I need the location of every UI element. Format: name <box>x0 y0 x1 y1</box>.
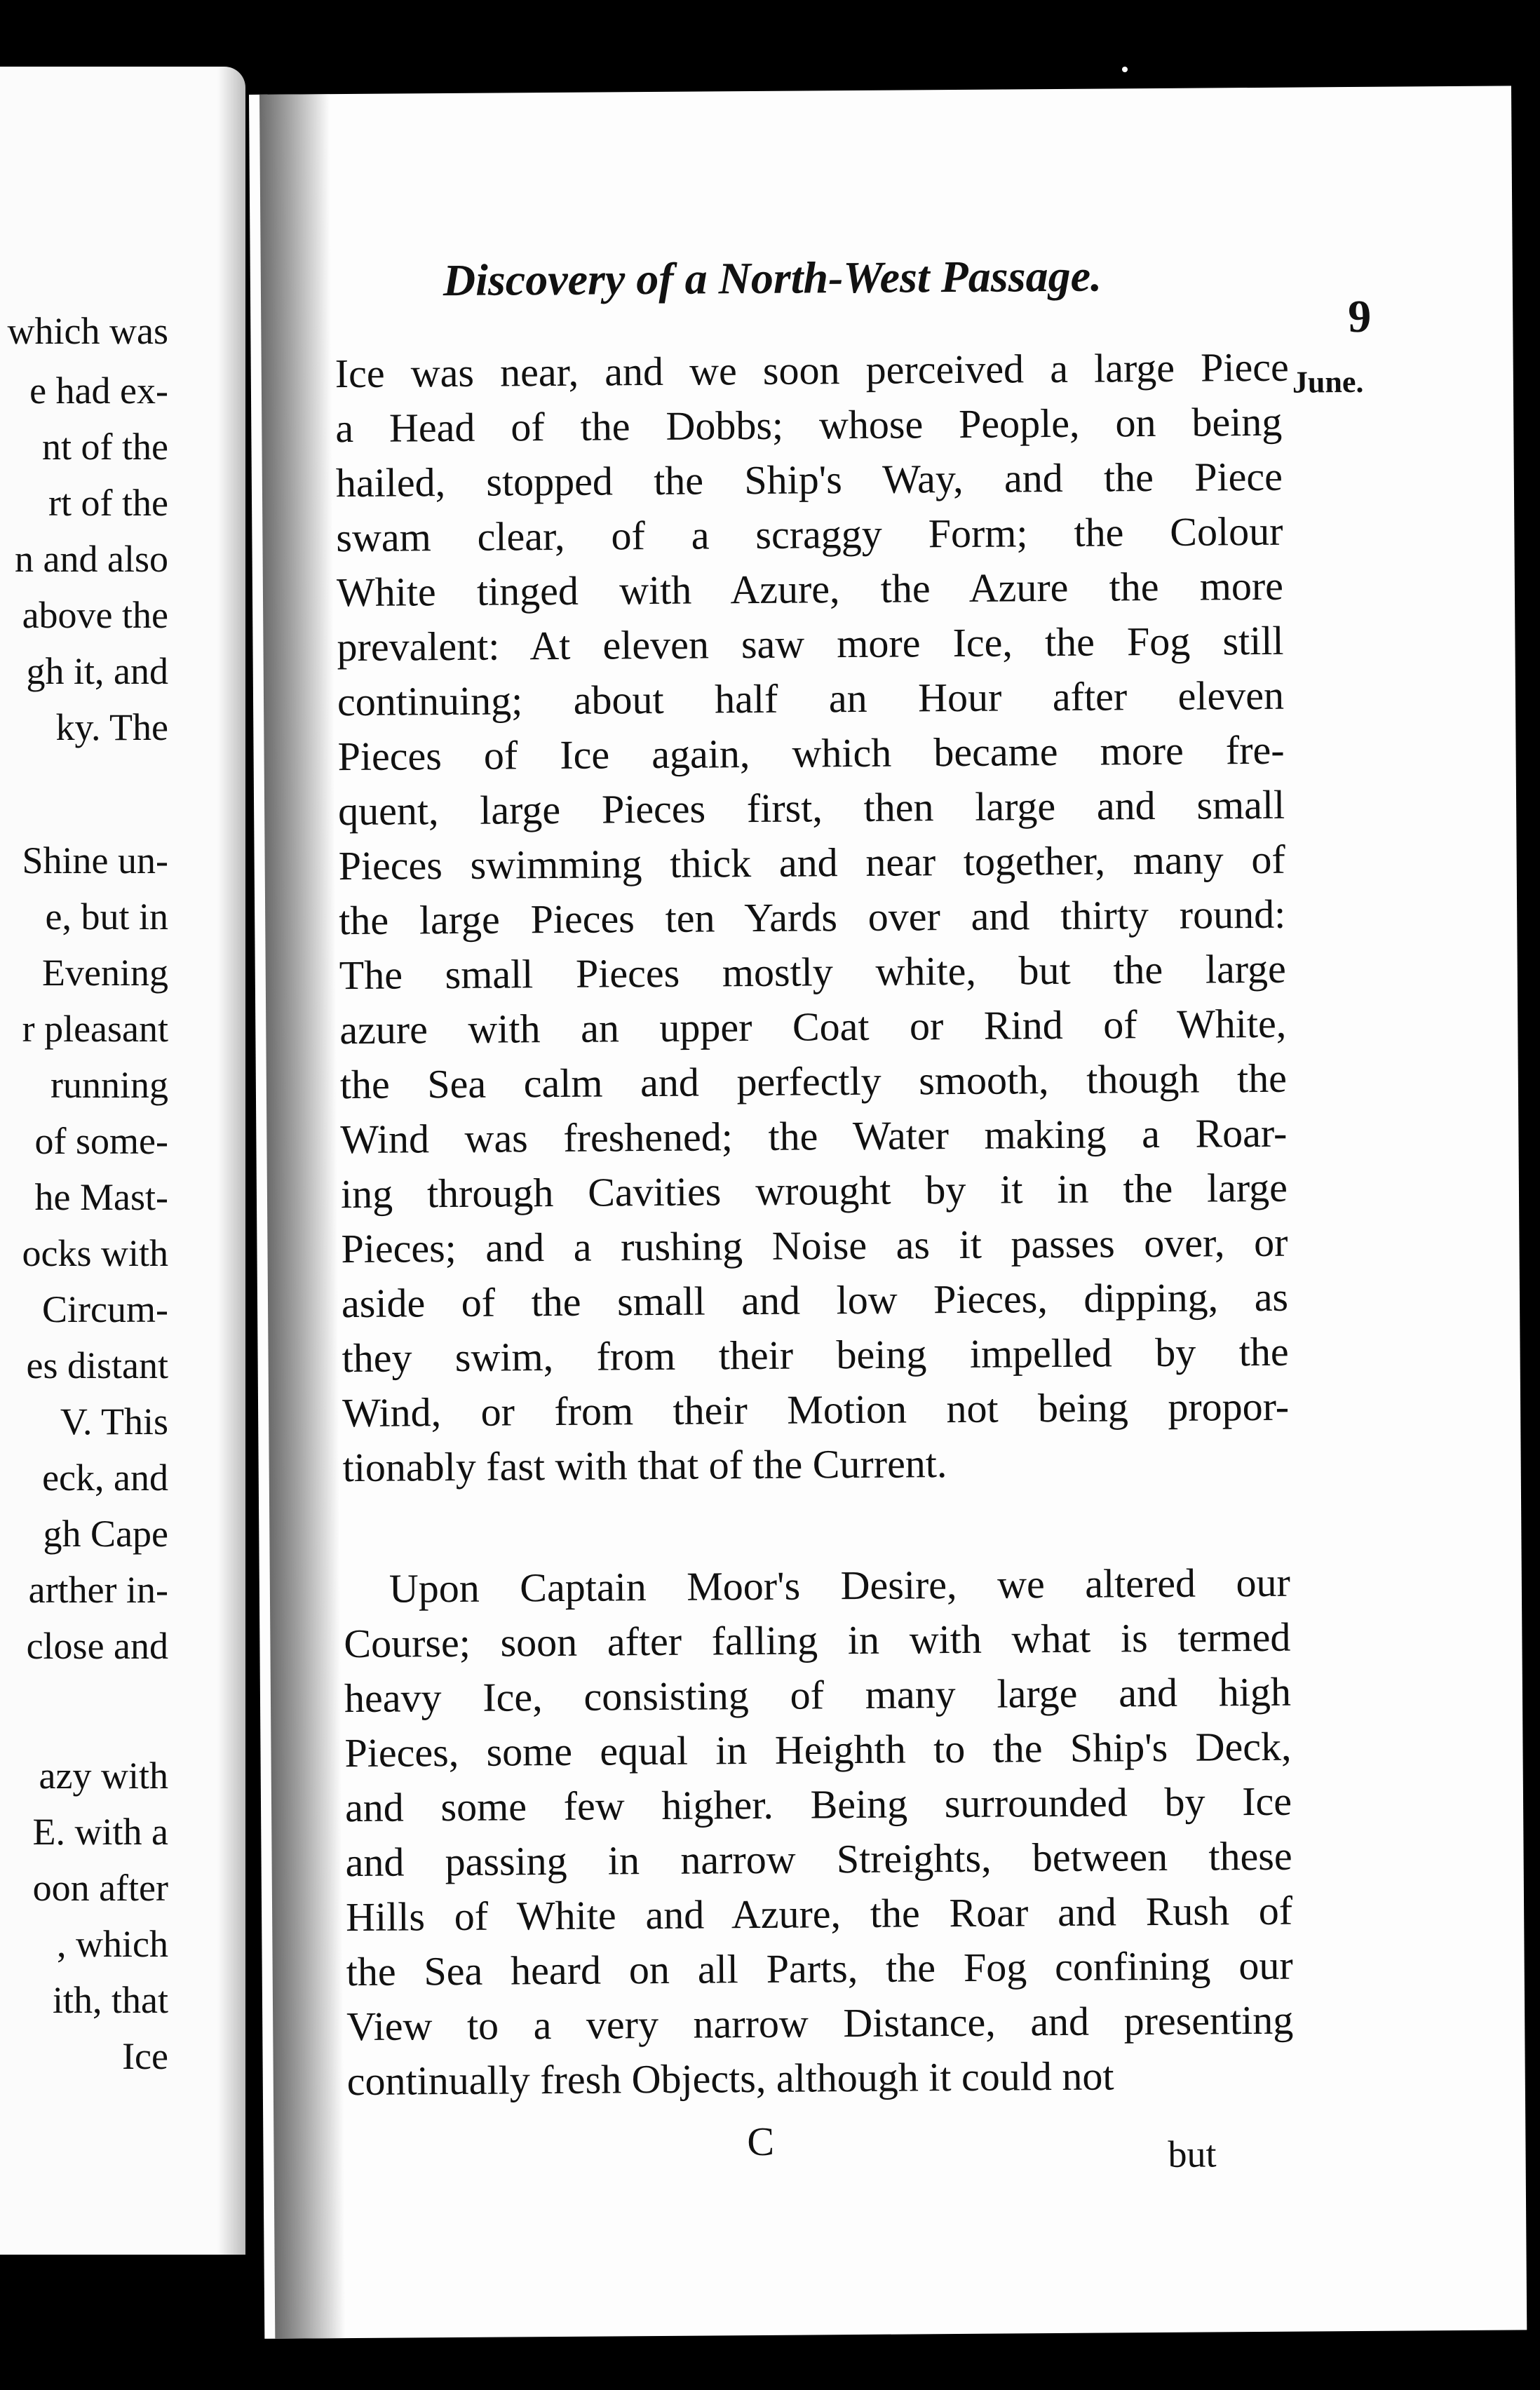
body-line: Course; soon after falling in with what is termed <box>344 1614 1291 1667</box>
left-page-line: close and <box>26 1625 168 1667</box>
left-page-line: above the <box>22 594 168 636</box>
page-number: 9 <box>1347 290 1372 343</box>
body-line: heavy Ice, consisting of many large and high <box>344 1668 1292 1722</box>
left-page-line: r pleasant <box>22 1008 168 1050</box>
left-page-line: Evening <box>42 952 168 994</box>
body-line: and some few higher. Being surrounded by Ice <box>344 1778 1292 1831</box>
body-line: tionably fast with that of the Current. <box>342 1440 947 1491</box>
left-page-line: azy with <box>39 1755 168 1797</box>
right-page <box>249 86 1527 2338</box>
left-page-line: eck, and <box>42 1457 168 1499</box>
left-page-line: Ice <box>122 2035 168 2077</box>
left-page-line: Shine un- <box>22 839 168 882</box>
body-line: Ice was near, and we soon perceived a large Piece <box>335 344 1289 397</box>
body-line: View to a very narrow Distance, and presenting <box>346 1997 1294 2050</box>
left-page-line: Circum- <box>42 1288 168 1330</box>
body-line: Pieces of Ice again, which became more fre- <box>337 727 1285 780</box>
body-line: the Sea heard on all Parts, the Fog confining our <box>346 1942 1293 1995</box>
left-page-line: of some- <box>34 1120 168 1162</box>
left-page-line: E. with a <box>32 1811 168 1853</box>
dust-speck <box>1122 67 1128 72</box>
signature-mark: C <box>747 2118 775 2165</box>
left-page-line: , which <box>57 1923 168 1965</box>
left-page-line: V. This <box>60 1400 168 1443</box>
left-page-line: rt of the <box>48 482 168 524</box>
body-line: Upon Captain Moor's Desire, we altered our <box>389 1559 1291 1612</box>
left-page-line: ky. The <box>55 706 168 748</box>
left-page-line: ith, that <box>53 1979 168 2021</box>
left-page-line: gh it, and <box>26 650 168 692</box>
catchword: but <box>1168 2133 1217 2175</box>
body-line: ing through Cavities wrought by it in the large <box>340 1164 1288 1217</box>
left-page-line: gh Cape <box>43 1513 168 1555</box>
left-page-line: ocks with <box>22 1232 168 1274</box>
body-line: White tinged with Azure, the Azure the more <box>336 562 1284 616</box>
body-line: Pieces swimming thick and near together, many of <box>338 836 1285 889</box>
body-line: quent, large Pieces first, then large and small <box>337 781 1285 835</box>
left-page-line: oon after <box>32 1867 168 1909</box>
body-line: Wind, or from their Motion not being propor- <box>342 1383 1290 1436</box>
margin-note-date: June. <box>1292 364 1364 400</box>
body-line: continually fresh Objects, although it could not <box>346 2053 1114 2105</box>
left-page-line: e, but in <box>45 896 168 938</box>
body-line: The small Pieces mostly white, but the large <box>339 945 1286 999</box>
left-page-line: which was <box>7 310 168 352</box>
left-page-line: es distant <box>26 1344 168 1386</box>
body-line: Hills of White and Azure, the Roar and Rush of <box>345 1887 1293 1940</box>
body-line: hailed, stopped the Ship's Way, and the Piece <box>335 453 1283 506</box>
body-line: azure with an upper Coat or Rind of White, <box>339 1000 1287 1053</box>
left-page-line: arther in- <box>28 1569 168 1611</box>
left-page-line: running <box>50 1064 168 1106</box>
left-page-line: e had ex- <box>29 370 168 412</box>
body-line: the large Pieces ten Yards over and thirty round: <box>338 891 1286 944</box>
left-page <box>0 67 245 2255</box>
body-line: Pieces; and a rushing Noise as it passes over, or <box>341 1219 1288 1272</box>
body-line: continuing; about half an Hour after eleven <box>337 672 1285 725</box>
body-line: aside of the small and low Pieces, dipping, as <box>341 1274 1289 1327</box>
left-page-line: nt of the <box>42 426 168 468</box>
body-line: Wind was freshened; the Water making a Roar- <box>340 1109 1288 1163</box>
body-line: and passing in narrow Streights, between these <box>345 1832 1292 1886</box>
left-page-line: he Mast- <box>34 1176 168 1218</box>
body-line: prevalent: At eleven saw more Ice, the Fog still <box>337 617 1284 670</box>
body-line: swam clear, of a scraggy Form; the Colour <box>336 508 1283 561</box>
left-page-line: n and also <box>15 538 168 580</box>
body-line: they swim, from their being impelled by the <box>342 1328 1289 1382</box>
body-text <box>249 86 1527 2338</box>
left-page-gutter-shadow <box>217 67 245 2255</box>
body-line: a Head of the Dobbs; whose People, on being <box>335 398 1283 452</box>
body-line: Pieces, some equal in Heighth to the Ship's Deck, <box>344 1723 1292 1776</box>
running-head: Discovery of a North-West Passage. <box>443 250 1102 306</box>
body-line: the Sea calm and perfectly smooth, though the <box>339 1055 1288 1108</box>
